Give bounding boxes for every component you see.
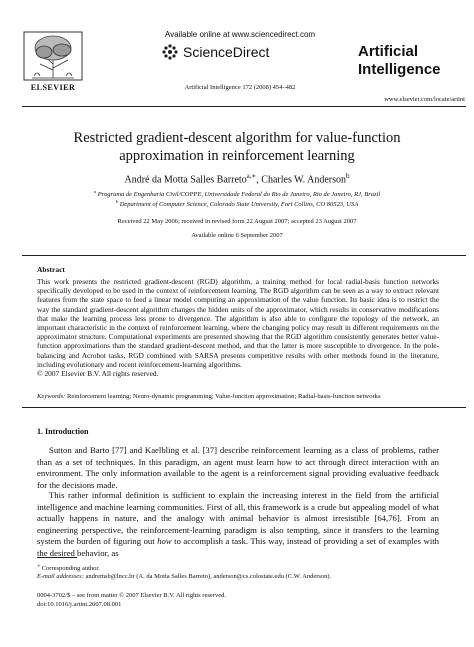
keywords bbox=[37, 393, 439, 400]
journal-logo-line1: Artificial bbox=[358, 43, 419, 60]
affiliation-a bbox=[40, 189, 434, 198]
footnote-corresponding bbox=[37, 563, 100, 572]
affiliation-b-marker: b bbox=[115, 199, 119, 204]
intro-paragraph-2 bbox=[37, 490, 439, 559]
available-online-text: Available online at www.sciencedirect.com bbox=[164, 30, 316, 39]
elsevier-tree-logo bbox=[22, 30, 84, 90]
affiliation-a-marker: a bbox=[93, 189, 97, 194]
available-date: Available online 6 September 2007 bbox=[191, 232, 283, 239]
footnote-email-label: E-mail addresses: bbox=[37, 573, 84, 580]
footnote-email-list: andremsb@lncc.br (A. da Motta Salles Barreto), anderson@cs.colostate.edu (C.W. Anderson). bbox=[85, 573, 332, 580]
journal-reference: Artificial Intelligence 172 (2008) 454–482 bbox=[184, 84, 296, 91]
author-list bbox=[60, 172, 414, 185]
journal-website: www.elsevier.com/locate/artint bbox=[384, 96, 465, 103]
author-separator: , bbox=[256, 174, 262, 186]
footnote-divider bbox=[37, 557, 77, 558]
received-dates: Received 22 May 2006; received in revised form 22 August 2007; accepted 23 August 2007 bbox=[117, 218, 357, 225]
abstract-body bbox=[37, 277, 439, 378]
title-line-2: approximation in reinforcement learning bbox=[119, 148, 355, 164]
affiliation-b bbox=[40, 199, 434, 208]
author-1: André da Motta Salles Barreto bbox=[124, 174, 247, 186]
footer-doi: doi:10.1016/j.artint.2007.08.001 bbox=[37, 601, 122, 608]
footnote-star: ∗ bbox=[37, 563, 41, 568]
journal-logo-line2: Intelligence bbox=[358, 61, 441, 78]
intro-paragraph-2-part-b: to accomplish a task. This way, instead of providing a set of examples with the desired behavior, as bbox=[37, 536, 439, 558]
section-heading-introduction: 1. Introduction bbox=[37, 427, 89, 436]
journal-logo bbox=[358, 43, 462, 79]
abstract-bottom-divider bbox=[22, 407, 466, 408]
intro-paragraph-2-emphasis: how bbox=[157, 536, 172, 546]
abstract-heading: Abstract bbox=[37, 265, 65, 274]
author-2: Charles W. Anderson bbox=[261, 174, 347, 186]
title-line-1: Restricted gradient-descent algorithm for value-function bbox=[73, 130, 401, 146]
article-title bbox=[60, 129, 414, 165]
abstract-copyright: © 2007 Elsevier B.V. All rights reserved. bbox=[37, 369, 159, 379]
abstract-top-divider bbox=[22, 255, 466, 256]
intro-paragraph-2-part-a: This rather informal definition is sufficient to explain the increasing interest in the field from the artificial intelligence and machine learning communities. First of all, this framework is a crude but appealing model of what actually happens in nature, and the analogy with animal behavior is almost irresistible [64,76]. From an engineering perspective, the reinforcement-learning paradigm is also tempting, since it transfers to the learning system the burden of figuring out bbox=[37, 490, 439, 546]
sciencedirect-wordmark: ScienceDirect bbox=[183, 44, 270, 60]
intro-paragraph-1: Sutton and Barto [77] and Kaelbling et al. [37] describe reinforcement learning as a class of problems, rather than as a set of techniques. In this paradigm, an agent must learn how to act through direct interaction with an environment. The only information available to the agent is a reinforcement signal providing evaluative feedback for the decisions made. bbox=[37, 445, 439, 490]
footer-issn: 0004-3702/$ – see front matter © 2007 Elsevier B.V. All rights reserved. bbox=[37, 592, 226, 599]
sciencedirect-logo-icon bbox=[160, 42, 180, 62]
footnote-emails bbox=[37, 573, 331, 580]
keywords-label: Keywords: bbox=[37, 393, 66, 400]
keywords-list: Reinforcement learning; Neuro-dynamic programming; Value-function approximation; Radial-basis-function networks bbox=[66, 393, 381, 400]
publisher-name: ELSEVIER bbox=[30, 83, 76, 92]
author-1-marker: a,∗ bbox=[246, 172, 257, 180]
affiliation-b-text: Department of Computer Science, Colorado State University, Fort Collins, CO 80523, USA bbox=[119, 201, 359, 209]
header-divider bbox=[22, 106, 466, 107]
affiliation-a-text: Programa de Engenharia Civil/COPPE, Universidade Federal do Rio de Janeiro, Rio de Janeiro, RJ, Brazil bbox=[97, 191, 381, 199]
author-2-marker: b bbox=[346, 172, 350, 180]
footnote-corresponding-text: Corresponding author. bbox=[41, 565, 100, 573]
abstract-text: This work presents the restricted gradient-descent (RGD) algorithm, a training method for local radial-basis function networks specifically developed to be used in the context of reinforcement learning. The RGD algorithm can be seen as a way to extract relevant features from the state space to feed a linear model computing an approximation of the value function. Its basic idea is to restrict the way the standard gradient-descent algorithm changes the hidden units of the approximator, which results in conservative modifications that make the learning process less prone to divergence. The algorithm is also able to configure the topology of the network, an important characteristic in the context of reinforcement learning, where the changing policy may result in different requirements on the approximator structure. Computational experiments are presented showing that the RGD algorithm consistently generates better value-function approximations than the standard gradient-descent method, and that the latter is more susceptible to divergence. In the pole-balancing and Acrobot tasks, RGD combined with SARSA presents competitive results with other methods found in the literature, including evolutionary and recent reinforcement-learning algorithms. bbox=[37, 277, 439, 369]
